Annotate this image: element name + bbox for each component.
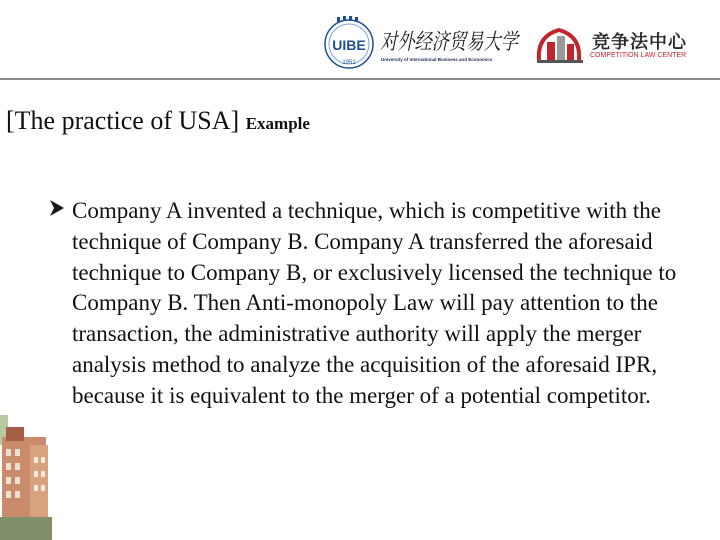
uibe-name-en: University of International Business and Economics [381,57,493,62]
uibe-name-cn [380,27,520,55]
slide-header [0,0,720,80]
uibe-logo-icon [322,14,376,70]
uibe-logo-year: 1951 [342,60,356,66]
slide-body-text: Company A invented a technique, which is competitive with the technique of Company B. Company A transferred the aforesaid technique to Company B, or exclusively licensed the technique to Company B. Then Anti-monopoly Law will pay attention to the transaction, the administrative authority will apply the merger analysis method to analyze the acquisition of the aforesaid IPR, because it is equivalent to the merger of a potential competitor. [72,198,677,408]
arrow-bullet-icon [48,197,66,219]
slide-title [6,106,310,136]
clc-name-en: COMPETITION LAW CENTER [590,52,687,59]
clc-name-cn: 竞争法中心 [592,32,687,53]
campus-building-image [0,405,52,540]
competition-law-center-logo-icon [535,26,585,66]
uibe-name-cn-text: 对外经济贸易大学 [380,30,521,55]
slide-title-main: [The practice of USA] [6,106,240,135]
slide-title-sub: Example [245,114,310,133]
header-divider [0,78,720,80]
uibe-logo-letters: UIBE [332,37,366,53]
